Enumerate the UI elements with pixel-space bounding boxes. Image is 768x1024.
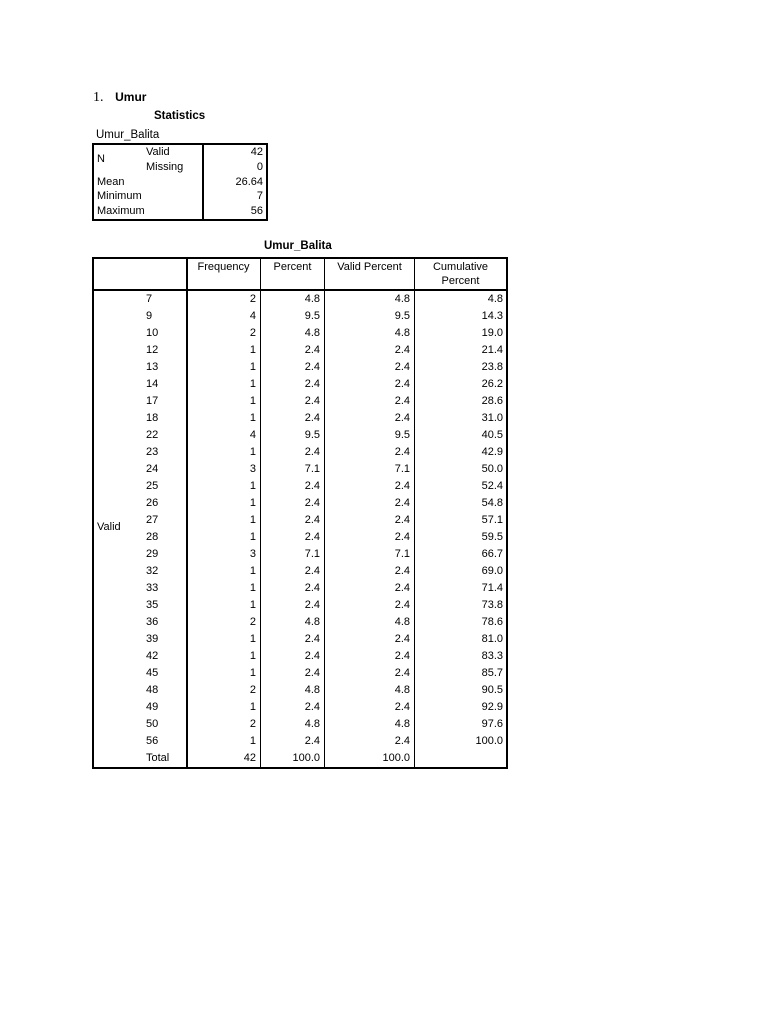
section-number: 1. [93,90,104,105]
row-cumulative-percent: 73.8 [481,599,503,611]
row-percent: 7.1 [304,548,320,560]
total-percent: 100.0 [292,752,320,764]
row-cumulative-percent: 57.1 [481,514,503,526]
row-valid-percent: 2.4 [394,650,410,662]
row-value: 27 [146,514,159,526]
header-cumulative-line1: Cumulative [432,261,489,273]
row-cumulative-percent: 97.6 [481,718,503,730]
total-valid-percent: 100.0 [382,752,410,764]
table-row [94,410,506,427]
mean-label: Mean [97,176,125,188]
maximum-value: 56 [250,205,263,217]
row-frequency: 1 [249,497,256,509]
row-cumulative-percent: 71.4 [481,582,503,594]
table-row [94,376,506,393]
table-row [94,614,506,631]
row-frequency: 1 [249,565,256,577]
row-valid-percent: 4.8 [394,293,410,305]
row-cumulative-percent: 26.2 [481,378,503,390]
frequency-table [92,257,508,769]
n-label: N [97,153,105,165]
section-title: Umur [115,90,147,104]
row-percent: 7.1 [304,463,320,475]
missing-label: Missing [146,161,184,173]
row-cumulative-percent: 100.0 [475,735,503,747]
row-frequency: 4 [249,429,256,441]
row-frequency: 1 [249,344,256,356]
table-row [94,597,506,614]
table-row [94,512,506,529]
table-row [94,563,506,580]
table-row [94,308,506,325]
row-valid-percent: 2.4 [394,344,410,356]
row-percent: 2.4 [304,446,320,458]
row-valid-percent: 4.8 [394,616,410,628]
total-label: Total [146,752,170,764]
row-frequency: 1 [249,701,256,713]
table-row [94,682,506,699]
minimum-value: 7 [256,190,263,202]
maximum-label: Maximum [97,205,145,217]
row-percent: 2.4 [304,735,320,747]
row-percent: 2.4 [304,701,320,713]
minimum-label: Minimum [97,190,142,202]
table-row [94,733,506,750]
header-cumulative-line2: Percent [441,275,480,287]
row-value: 36 [146,616,159,628]
table-row-total [94,750,506,767]
table-row [94,495,506,512]
row-valid-percent: 2.4 [394,565,410,577]
row-value: 32 [146,565,159,577]
row-value: 33 [146,582,159,594]
statistics-title: Statistics [154,110,206,122]
row-frequency: 1 [249,412,256,424]
row-valid-percent: 2.4 [394,378,410,390]
row-percent: 2.4 [304,395,320,407]
row-value: 29 [146,548,159,560]
row-frequency: 1 [249,735,256,747]
row-percent: 4.8 [304,327,320,339]
row-percent: 4.8 [304,684,320,696]
table-row [94,665,506,682]
row-value: 9 [146,310,153,322]
row-value: 23 [146,446,159,458]
table-row [94,291,506,308]
table-row [94,393,506,410]
table-row [94,427,506,444]
row-frequency: 1 [249,599,256,611]
statistics-table [92,143,268,221]
row-value: 50 [146,718,159,730]
table-row [94,631,506,648]
row-cumulative-percent: 4.8 [487,293,503,305]
row-cumulative-percent: 66.7 [481,548,503,560]
row-valid-percent: 2.4 [394,582,410,594]
row-value: 26 [146,497,159,509]
table-row [94,478,506,495]
row-valid-percent: 2.4 [394,412,410,424]
row-value: 7 [146,293,153,305]
missing-value: 0 [256,161,263,173]
row-percent: 2.4 [304,514,320,526]
row-cumulative-percent: 42.9 [481,446,503,458]
row-valid-percent: 4.8 [394,327,410,339]
row-percent: 2.4 [304,565,320,577]
row-percent: 2.4 [304,599,320,611]
row-frequency: 1 [249,650,256,662]
row-value: 14 [146,378,159,390]
row-valid-percent: 2.4 [394,395,410,407]
row-valid-percent: 2.4 [394,633,410,645]
row-percent: 2.4 [304,582,320,594]
row-value: 12 [146,344,159,356]
row-percent: 2.4 [304,650,320,662]
table-row [94,716,506,733]
row-frequency: 2 [249,327,256,339]
row-value: 17 [146,395,159,407]
row-cumulative-percent: 14.3 [481,310,503,322]
row-frequency: 1 [249,480,256,492]
row-cumulative-percent: 50.0 [481,463,503,475]
row-percent: 2.4 [304,667,320,679]
row-valid-percent: 4.8 [394,718,410,730]
statistics-variable-label: Umur_Balita [96,129,160,141]
row-frequency: 1 [249,514,256,526]
row-cumulative-percent: 85.7 [481,667,503,679]
header-percent: Percent [273,261,312,273]
row-valid-percent: 9.5 [394,310,410,322]
row-frequency: 4 [249,310,256,322]
header-valid-percent: Valid Percent [337,261,402,273]
row-cumulative-percent: 69.0 [481,565,503,577]
row-frequency: 1 [249,361,256,373]
row-cumulative-percent: 21.4 [481,344,503,356]
row-cumulative-percent: 52.4 [481,480,503,492]
table-row [94,529,506,546]
row-cumulative-percent: 31.0 [481,412,503,424]
row-value: 24 [146,463,159,475]
header-cumulative-percent [415,260,506,288]
frequency-table-title: Umur_Balita [264,240,332,252]
row-valid-percent: 2.4 [394,667,410,679]
row-valid-percent: 2.4 [394,531,410,543]
row-valid-percent: 2.4 [394,735,410,747]
row-valid-percent: 2.4 [394,480,410,492]
row-cumulative-percent: 81.0 [481,633,503,645]
row-valid-percent: 2.4 [394,361,410,373]
table-row [94,342,506,359]
valid-value: 42 [250,146,263,158]
row-frequency: 2 [249,293,256,305]
row-cumulative-percent: 54.8 [481,497,503,509]
row-value: 42 [146,650,159,662]
statistics-column-divider [202,145,204,219]
table-row [94,359,506,376]
row-frequency: 1 [249,667,256,679]
row-frequency: 3 [249,548,256,560]
row-value: 25 [146,480,159,492]
row-percent: 2.4 [304,378,320,390]
row-cumulative-percent: 19.0 [481,327,503,339]
row-cumulative-percent: 40.5 [481,429,503,441]
row-cumulative-percent: 92.9 [481,701,503,713]
row-percent: 4.8 [304,718,320,730]
table-row [94,546,506,563]
row-cumulative-percent: 90.5 [481,684,503,696]
row-percent: 9.5 [304,429,320,441]
valid-label: Valid [146,146,170,158]
row-value: 49 [146,701,159,713]
table-row [94,325,506,342]
row-value: 13 [146,361,159,373]
table-row [94,444,506,461]
row-percent: 4.8 [304,616,320,628]
table-row [94,461,506,478]
row-value: 18 [146,412,159,424]
row-valid-percent: 7.1 [394,463,410,475]
row-value: 45 [146,667,159,679]
row-valid-percent: 7.1 [394,548,410,560]
row-value: 56 [146,735,159,747]
row-frequency: 1 [249,633,256,645]
row-cumulative-percent: 59.5 [481,531,503,543]
row-value: 22 [146,429,159,441]
row-frequency: 2 [249,684,256,696]
table-row [94,648,506,665]
row-value: 48 [146,684,159,696]
mean-value: 26.64 [235,176,263,188]
table-row [94,580,506,597]
row-frequency: 1 [249,582,256,594]
row-percent: 2.4 [304,531,320,543]
row-percent: 2.4 [304,361,320,373]
row-cumulative-percent: 23.8 [481,361,503,373]
row-frequency: 1 [249,395,256,407]
row-percent: 2.4 [304,344,320,356]
row-valid-percent: 2.4 [394,701,410,713]
total-frequency: 42 [243,752,256,764]
row-frequency: 1 [249,446,256,458]
row-valid-percent: 4.8 [394,684,410,696]
table-row [94,699,506,716]
row-percent: 4.8 [304,293,320,305]
row-valid-percent: 2.4 [394,497,410,509]
row-value: 10 [146,327,159,339]
row-frequency: 3 [249,463,256,475]
row-percent: 2.4 [304,412,320,424]
row-value: 39 [146,633,159,645]
row-percent: 9.5 [304,310,320,322]
valid-group-label: Valid [97,521,121,533]
row-frequency: 1 [249,378,256,390]
row-frequency: 2 [249,718,256,730]
header-frequency: Frequency [197,261,250,273]
row-value: 35 [146,599,159,611]
row-percent: 2.4 [304,497,320,509]
row-cumulative-percent: 83.3 [481,650,503,662]
row-frequency: 1 [249,531,256,543]
row-cumulative-percent: 78.6 [481,616,503,628]
row-valid-percent: 9.5 [394,429,410,441]
row-valid-percent: 2.4 [394,599,410,611]
row-frequency: 2 [249,616,256,628]
row-valid-percent: 2.4 [394,514,410,526]
row-value: 28 [146,531,159,543]
section-heading [93,89,146,106]
row-percent: 2.4 [304,480,320,492]
row-valid-percent: 2.4 [394,446,410,458]
row-cumulative-percent: 28.6 [481,395,503,407]
row-percent: 2.4 [304,633,320,645]
